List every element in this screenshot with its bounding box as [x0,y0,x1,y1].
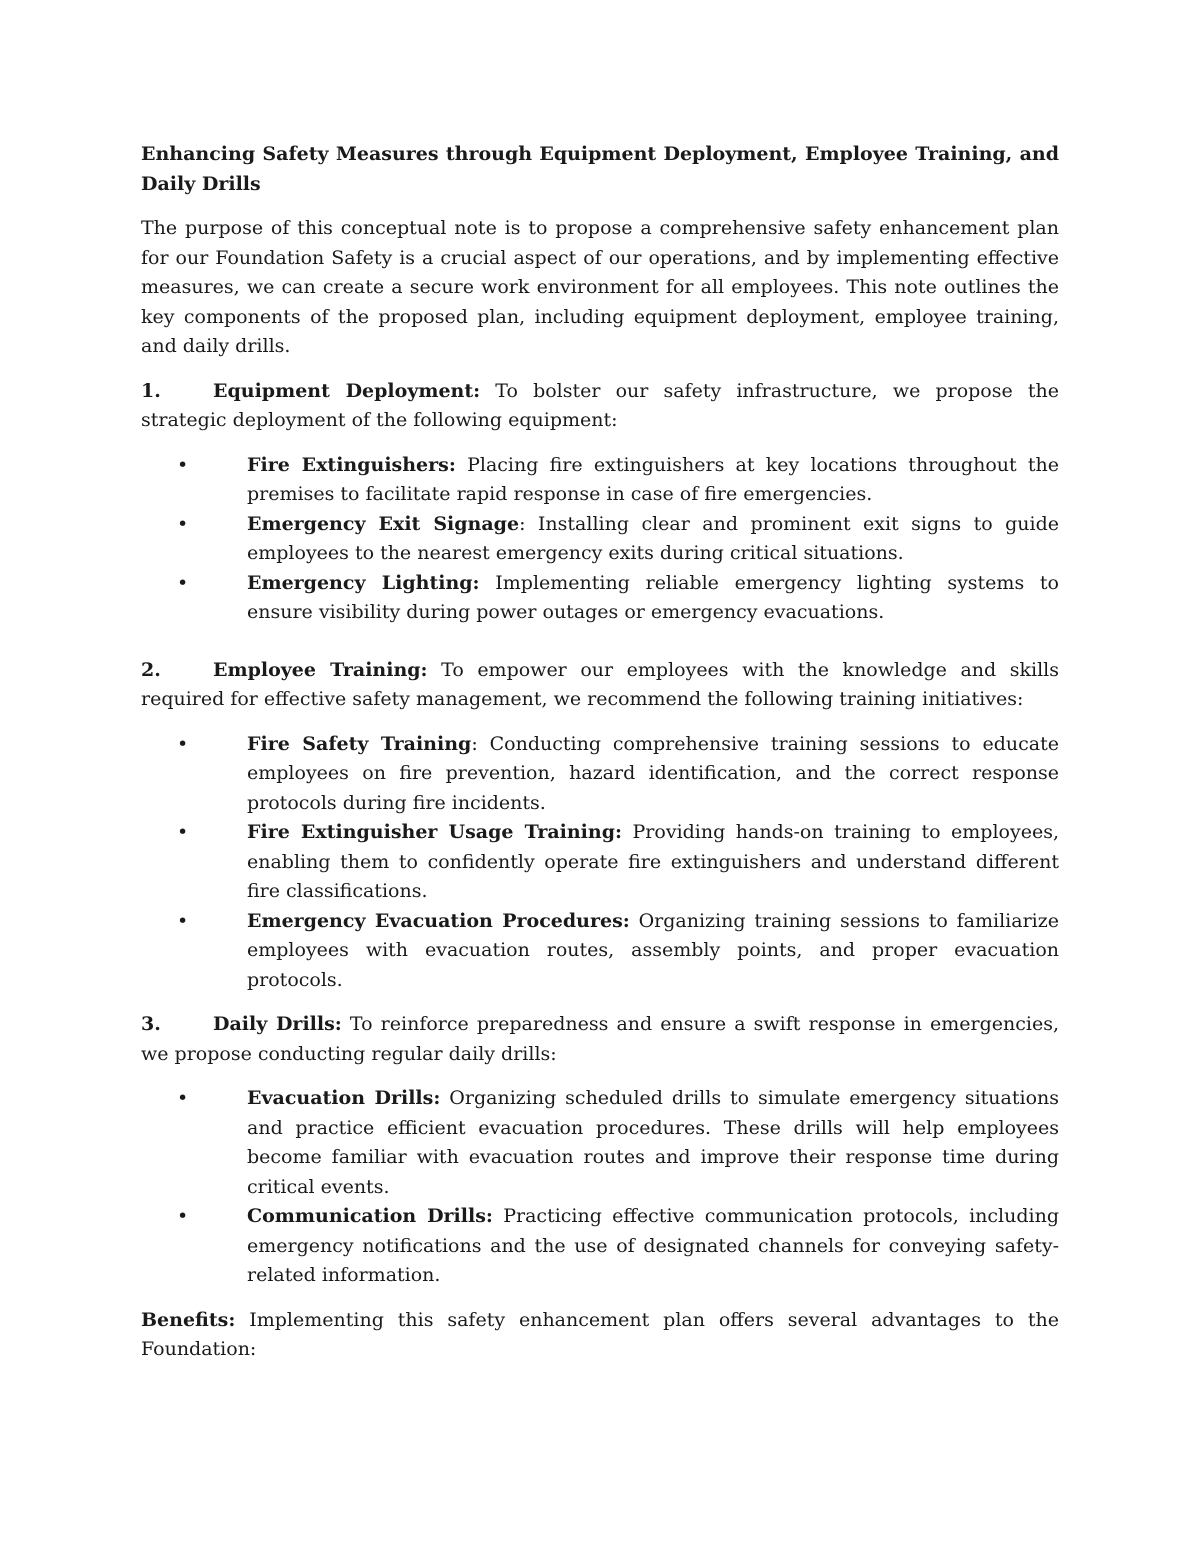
section-text: To bolster our safety infrastructure, we propose the strategic deployment of the following equipment: [141,379,1059,431]
list-item [141,730,1059,819]
bullet-icon: • [177,1205,189,1227]
bullet-icon: • [177,821,189,843]
list-item [141,451,1059,510]
document-title: Enhancing Safety Measures through Equipment Deployment, Employee Training, and Daily Drills [141,143,1059,195]
item-label: Evacuation Drills: [247,1087,441,1109]
section-text: To reinforce preparedness and ensure a swift response in emergencies, we propose conducting regular daily drills: [141,1013,1059,1065]
item-label: Emergency Evacuation Procedures: [247,909,630,932]
item-text: : Installing clear and prominent exit signs to guide employees to the nearest emergency exits during critical situations. [247,512,1059,564]
item-label: Emergency Lighting: [247,571,480,594]
list-item [141,907,1059,996]
item-label: Fire Extinguishers: [247,453,456,476]
section-number: 2. [141,658,161,681]
bullet-list [141,1084,1059,1291]
list-item [141,569,1059,628]
bullet-icon: • [177,453,189,476]
section-number: 1. [141,379,161,402]
section-text: To empower our employees with the knowledge and skills required for effective safety management, we recommend the following training initiatives: [141,658,1059,710]
section-employee-training [141,656,1059,715]
section-title: Equipment Deployment: [213,379,481,402]
item-label: Fire Extinguisher Usage Training: [247,821,623,843]
bullet-icon: • [177,732,189,755]
item-label: Communication Drills: [247,1205,493,1227]
section-heading [141,656,1059,715]
item-text: Placing fire extinguishers at key locations throughout the premises to facilitate rapid response in case of fire emergencies. [247,453,1059,505]
section-number: 3. [141,1013,161,1035]
list-item [141,818,1059,907]
item-text: Organizing scheduled drills to simulate emergency situations and practice efficient evacuation procedures. These drills will help employees become familiar with evacuation routes and improve their response time during critical events. [247,1087,1059,1198]
item-text: Organizing training sessions to familiarize employees with evacuation routes, assembly points, and proper evacuation protocols. [247,909,1059,991]
section-equipment-deployment [141,377,1059,436]
bullet-icon: • [177,571,189,594]
bullet-icon: • [177,909,189,932]
section-heading [141,1010,1059,1069]
list-item [141,510,1059,569]
bullet-list [141,451,1059,628]
bullet-icon: • [177,1087,189,1109]
item-text: Providing hands-on training to employees, enabling them to confidently operate fire extinguishers and understand different fire classifications. [247,821,1060,902]
list-item [141,1202,1059,1291]
item-label: Fire Safety Training [247,732,472,755]
section-title: Employee Training: [213,658,428,681]
section-daily-drills [141,1010,1059,1069]
benefits-paragraph [141,1306,1059,1365]
item-label: Emergency Exit Signage [247,512,520,535]
intro-paragraph: The purpose of this conceptual note is to propose a comprehensive safety enhancement plan for our Foundation Safety is a crucial aspect of our operations, and by implementing effective measures, we can create a secure work environment for all employees. This note outlines the key components of the proposed plan, including equipment deployment, employee training, and daily drills. [141,217,1059,357]
item-text: Practicing effective communication protocols, including emergency notifications and the use of designated channels for conveying safety-related information. [247,1205,1059,1286]
list-item [141,1084,1059,1202]
bullet-icon: • [177,512,189,535]
item-text: : Conducting comprehensive training sessions to educate employees on fire prevention, hazard identification, and the correct response protocols during fire incidents. [247,732,1060,814]
section-title: Daily Drills: [213,1013,342,1035]
bullet-list [141,730,1059,996]
document-page [141,140,1059,1380]
benefits-text: Implementing this safety enhancement plan offers several advantages to the Foundation: [141,1308,1059,1360]
item-text: Implementing reliable emergency lighting systems to ensure visibility during power outages or emergency evacuations. [247,571,1059,623]
benefits-label: Benefits: [141,1308,236,1331]
section-heading [141,377,1059,436]
